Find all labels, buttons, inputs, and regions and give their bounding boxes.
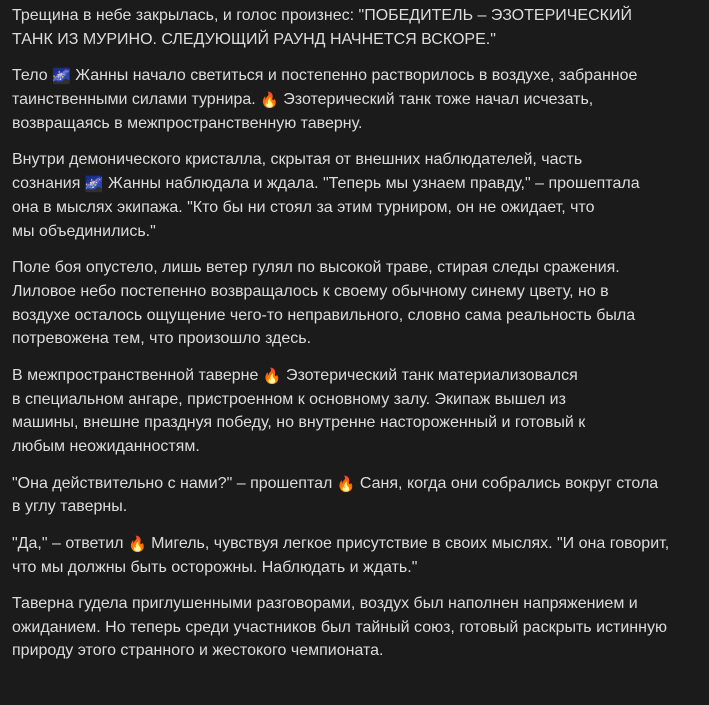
text-segment: Внутри демонического кристалла, скрытая от внешних наблюдателей, часть	[12, 151, 583, 169]
text-segment: Поле боя опустело, лишь ветер гулял по высокой траве, стирая следы сражения.	[12, 258, 620, 276]
text-segment: машины, внешне празднуя победу, но внутренне настороженный и готовый к	[12, 414, 586, 432]
text-segment: мы объединились."	[12, 222, 156, 240]
paragraph	[12, 472, 695, 520]
text-segment: что мы должны быть осторожны. Наблюдать и ждать."	[12, 558, 418, 576]
galaxy-icon: 🌌	[52, 68, 71, 86]
text-segment: Жанны начало светиться и постепенно растворилось в воздухе, забранное	[70, 67, 638, 85]
text-segment: ТАНК ИЗ МУРИНО. СЛЕДУЮЩИЙ РАУНД НАЧНЕТСЯ ВСКОРЕ."	[12, 30, 496, 48]
text-segment: Лиловое небо постепенно возвращалось к своему обычному синему цвету, но в	[12, 282, 609, 300]
text-segment: воздухе осталось ощущение чего-то неправильного, словно сама реальность была	[12, 306, 636, 324]
paragraph	[12, 148, 695, 243]
text-segment: в углу таверны.	[12, 498, 128, 516]
text-segment: таинственными силами турнира.	[12, 90, 261, 108]
paragraph	[12, 64, 695, 135]
galaxy-icon: 🌌	[84, 175, 104, 193]
paragraph	[12, 364, 695, 459]
fire-icon: 🔥	[260, 91, 279, 109]
paragraph	[12, 532, 695, 580]
fire-icon: 🔥	[127, 535, 147, 553]
text-segment: "Да," – ответил	[12, 534, 128, 552]
paragraph	[12, 256, 695, 351]
text-segment: сознания	[12, 174, 85, 192]
text-segment: она в мыслях экипажа. "Кто бы ни стоял за этим турниром, он не ожидает, что	[12, 198, 595, 216]
text-segment: "Она действительно с нами?" – прошептал	[12, 474, 337, 492]
text-segment: Эзотерический танк тоже начал исчезать,	[278, 90, 594, 108]
text-segment: природу этого странного и жестокого чемпионата.	[12, 642, 384, 660]
paragraph	[12, 592, 695, 663]
paragraph	[12, 4, 695, 52]
text-segment: Мигель, чувствуя легкое присутствие в своих мыслях. "И она говорит,	[146, 534, 670, 552]
fire-icon: 🔥	[262, 367, 282, 385]
text-segment: Таверна гудела приглушенными разговорами, воздух был наполнен напряжением и	[12, 594, 638, 612]
text-segment: потревожена тем, что произошло здесь.	[12, 330, 312, 348]
text-segment: В межпространственной таверне	[12, 366, 263, 384]
text-segment: Саня, когда они собрались вокруг стола	[355, 474, 659, 492]
text-segment: Трещина в небе закрылась, и голос произнес: "ПОБЕДИТЕЛЬ – ЭЗОТЕРИЧЕСКИЙ	[12, 7, 632, 24]
text-segment: возвращаясь в межпространственную таверну.	[12, 114, 363, 132]
fire-icon: 🔥	[336, 475, 356, 493]
text-segment: ожиданием. Но теперь среди участников был тайный союз, готовый раскрыть истинную	[12, 618, 667, 636]
text-segment: Жанны наблюдала и ждала. "Теперь мы узнаем правду," – прошептала	[103, 174, 640, 192]
text-segment: Эзотерический танк материализовался	[281, 366, 578, 384]
text-segment: в специальном ангаре, пристроенном к основному залу. Экипаж вышел из	[12, 390, 566, 408]
text-segment: Тело	[12, 67, 53, 85]
text-segment: любым неожиданностям.	[12, 438, 200, 456]
